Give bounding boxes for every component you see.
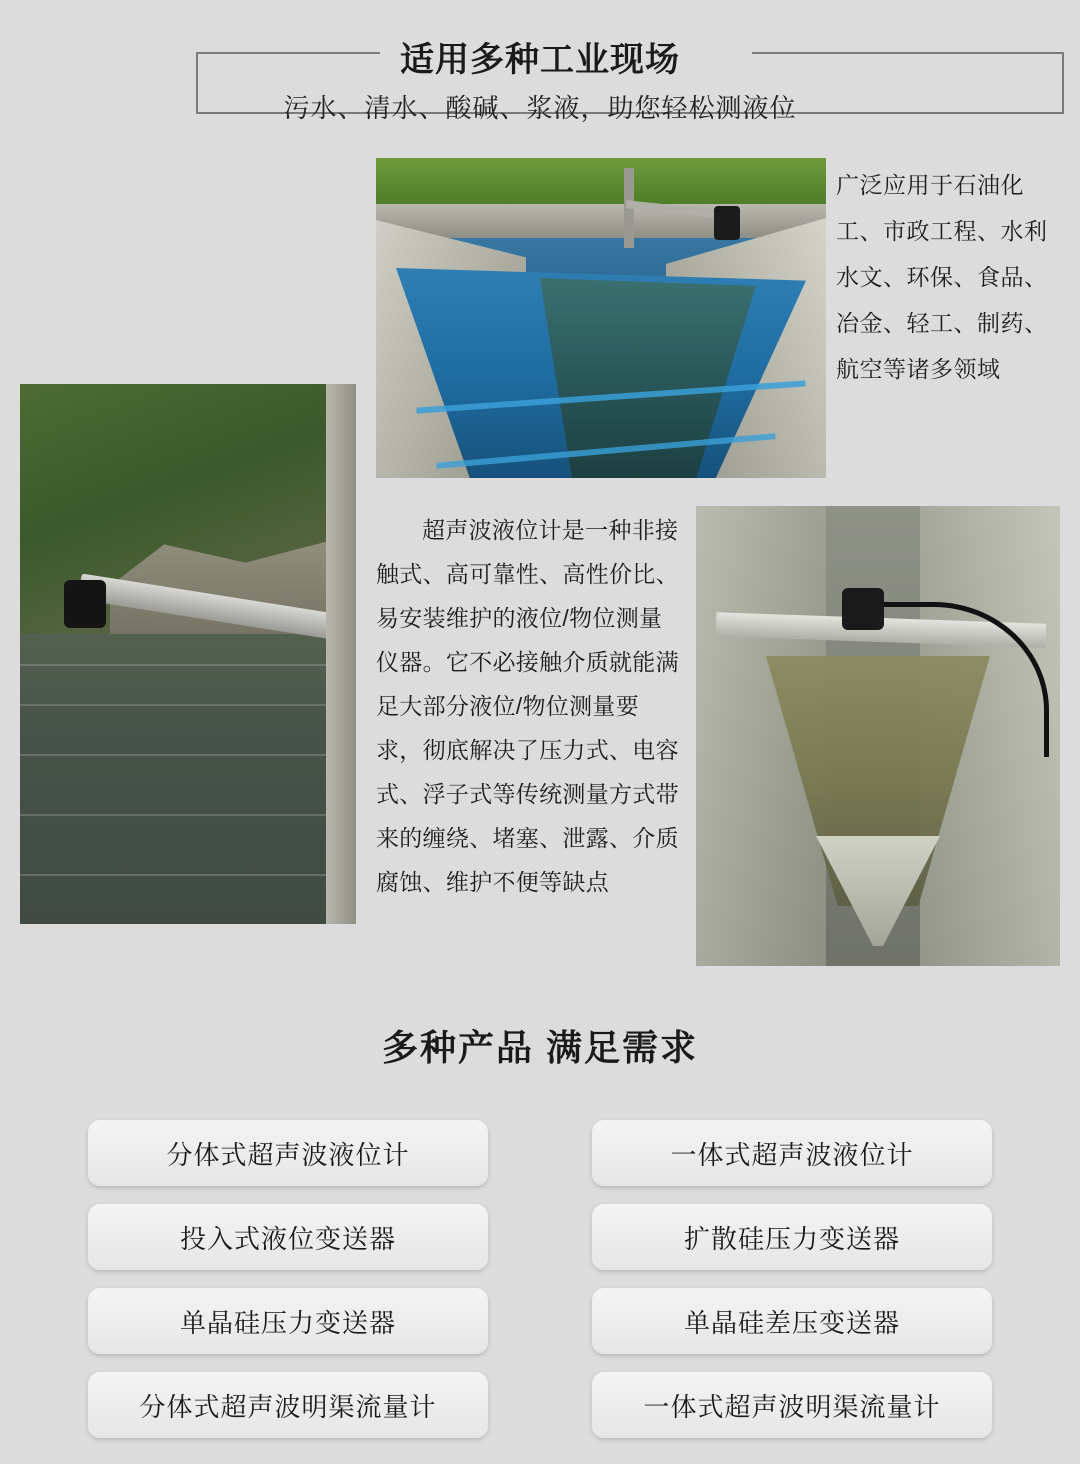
ultrasonic-sensor-icon [64,580,106,628]
page-subtitle: 污水、清水、酸碱、浆液，助您轻松测液位 [283,93,797,123]
weir-photo [696,506,1060,966]
ultrasonic-sensor-icon [714,206,740,240]
page-title: 适用多种工业现场 [400,41,680,79]
canal-photo [376,158,826,478]
water-ripple [20,754,356,756]
product-item[interactable]: 投入式液位变送器 [88,1204,488,1270]
product-item[interactable]: 一体式超声波明渠流量计 [592,1372,992,1438]
product-item[interactable]: 扩散硅压力变送器 [592,1204,992,1270]
canal-grass-area [376,158,826,236]
product-item[interactable]: 一体式超声波液位计 [592,1120,992,1186]
water-ripple [20,814,356,816]
water-ripple [20,704,356,706]
products-section-title: 多种产品 满足需求 [381,1027,698,1068]
river-photo [20,384,356,924]
ultrasonic-sensor-icon [842,588,884,630]
river-water-surface [20,634,356,924]
product-item[interactable]: 分体式超声波液位计 [88,1120,488,1186]
product-item[interactable]: 单晶硅压力变送器 [88,1288,488,1354]
application-fields-text: 广泛应用于石油化工、市政工程、水利水文、环保、食品、冶金、轻工、制药、航空等诸多领域 [836,172,1048,382]
product-item[interactable]: 分体式超声波明渠流量计 [88,1372,488,1438]
product-description-text: 超声波液位计是一种非接触式、高可靠性、高性价比、易安装维护的液位/物位测量仪器。它不必接触介质就能满足大部分液位/物位测量要求，彻底解决了压力式、电容式、浮子式等传统测量方式带来的缠绕、堵塞、泄露、介质腐蚀、维护不便等缺点 [376,517,679,895]
water-ripple [20,664,356,666]
product-item[interactable]: 单晶硅差压变送器 [592,1288,992,1354]
water-ripple [20,874,356,876]
river-concrete-wall [326,384,356,924]
product-list [88,1120,992,1438]
header-banner [0,0,1080,140]
